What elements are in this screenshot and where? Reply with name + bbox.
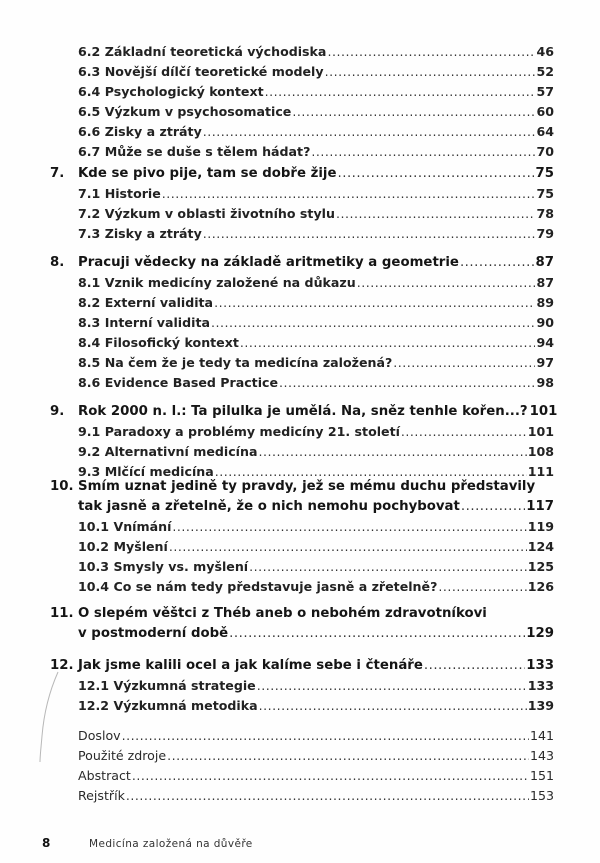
entry-title: 6.2 Základní teoretická východiska [78, 44, 327, 59]
entry-title: Použité zdroje [78, 748, 167, 763]
dot-leader [172, 517, 526, 537]
entry-page: 108 [527, 444, 554, 459]
dot-leader [211, 313, 535, 333]
chapter-page: 75 [535, 166, 554, 181]
entry-title: 8.1 Vznik medicíny založené na důkazu [78, 275, 356, 290]
toc-entry[interactable] [78, 142, 554, 162]
dot-leader [393, 353, 535, 373]
toc-entry[interactable] [78, 184, 554, 204]
toc-chapter-10-cont[interactable] [78, 497, 554, 517]
chapter-title-line1: Smím uznat jedině ty pravdy, jež se mému duchu představily [78, 479, 536, 494]
chapter-title-line2: v postmoderní době [78, 626, 229, 641]
dot-leader [311, 142, 535, 162]
dot-leader [338, 164, 535, 184]
toc-entry[interactable] [78, 442, 554, 462]
chapter-title: Kde se pivo pije, tam se dobře žije [78, 166, 337, 181]
entry-title: Doslov [78, 728, 121, 743]
toc-back-matter-entry[interactable] [78, 726, 554, 746]
toc-chapter-12[interactable] [50, 656, 554, 676]
chapter-number: 12. [50, 658, 74, 673]
toc-entry[interactable] [78, 373, 554, 393]
toc-entry[interactable] [78, 353, 554, 373]
toc-entry[interactable] [78, 82, 554, 102]
entry-page: 79 [536, 226, 554, 241]
toc-entry[interactable] [78, 676, 554, 696]
dot-leader [169, 537, 527, 557]
entry-title: 7.3 Zisky a ztráty [78, 226, 202, 241]
entry-title: 6.5 Výzkum v psychosomatice [78, 104, 292, 119]
dot-leader [259, 696, 527, 716]
entry-page: 57 [536, 84, 554, 99]
entry-title: 10.1 Vnímání [78, 519, 172, 534]
entry-title: 8.2 Externí validita [78, 295, 214, 310]
dot-leader [257, 676, 527, 696]
chapter-title-line2: tak jasně a zřetelně, že o nich nemohu pochybovat [78, 499, 460, 514]
toc-back-matter-entry[interactable] [78, 786, 554, 806]
toc-entry[interactable] [78, 224, 554, 244]
entry-page: 101 [527, 424, 554, 439]
entry-page: 60 [536, 104, 554, 119]
dot-leader [401, 422, 527, 442]
entry-page: 64 [536, 124, 554, 139]
entry-page: 75 [536, 186, 554, 201]
entry-page: 151 [529, 768, 554, 783]
entry-page: 126 [527, 579, 554, 594]
entry-title: Rejstřík [78, 788, 125, 803]
chapter-page: 87 [535, 255, 554, 270]
chapter-number: 8. [50, 255, 65, 270]
entry-page: 141 [529, 728, 554, 743]
entry-title: 6.6 Zisky a ztráty [78, 124, 202, 139]
dot-leader [122, 726, 529, 746]
toc-entry[interactable] [78, 313, 554, 333]
entry-page: 78 [536, 206, 554, 221]
toc-back-matter-entry[interactable] [78, 766, 554, 786]
chapter-title: Pracuji vědecky na základě aritmetiky a geometrie [78, 255, 459, 270]
chapter-title-line1: O slepém věštci z Théb aneb o nebohém zdravotníkovi [78, 606, 487, 621]
toc-chapter-9[interactable] [50, 402, 558, 422]
chapter-number: 9. [50, 404, 65, 419]
entry-page: 111 [527, 464, 554, 479]
entry-page: 52 [536, 64, 554, 79]
toc-back-matter-entry[interactable] [78, 746, 554, 766]
running-title: Medicína založená na důvěře [89, 838, 253, 850]
page-number: 8 [42, 836, 51, 850]
dot-leader [325, 62, 536, 82]
dot-leader [258, 442, 526, 462]
dot-leader [460, 253, 535, 273]
entry-title: 6.7 Může se duše s tělem hádat? [78, 144, 311, 159]
entry-title: Abstract [78, 768, 131, 783]
chapter-page: 117 [526, 499, 554, 514]
entry-page: 125 [527, 559, 554, 574]
toc-entry[interactable] [78, 333, 554, 353]
toc-entry[interactable] [78, 273, 554, 293]
toc-entry[interactable] [78, 122, 554, 142]
toc-entry[interactable] [78, 293, 554, 313]
dot-leader [336, 204, 536, 224]
toc-chapter-10[interactable] [50, 477, 554, 497]
chapter-page: 101 [529, 404, 558, 419]
entry-title: 8.5 Na čem že je tedy ta medicína založená? [78, 355, 393, 370]
chapter-number: 11. [50, 606, 74, 621]
dot-leader [292, 102, 535, 122]
dot-leader [203, 122, 536, 142]
dot-leader [357, 273, 536, 293]
toc-entry[interactable] [78, 204, 554, 224]
dot-leader [126, 786, 529, 806]
dot-leader [132, 766, 529, 786]
entry-title: 7.1 Historie [78, 186, 161, 201]
dot-leader [249, 557, 527, 577]
entry-title: 7.2 Výzkum v oblasti životního stylu [78, 206, 335, 221]
entry-page: 87 [536, 275, 554, 290]
entry-page: 119 [527, 519, 554, 534]
entry-page: 94 [536, 335, 554, 350]
entry-page: 133 [527, 678, 554, 693]
entry-title: 8.6 Evidence Based Practice [78, 375, 279, 390]
toc-entry[interactable] [78, 62, 554, 82]
toc-entry[interactable] [78, 422, 554, 442]
entry-title: 12.1 Výzkumná strategie [78, 678, 256, 693]
entry-title: 10.3 Smysly vs. myšlení [78, 559, 249, 574]
dot-leader [162, 184, 536, 204]
entry-page: 153 [529, 788, 554, 803]
toc-entry[interactable] [78, 517, 554, 537]
entry-page: 139 [527, 698, 554, 713]
chapter-page: 129 [526, 626, 554, 641]
dot-leader [461, 497, 525, 517]
entry-title: 8.4 Filosofický kontext [78, 335, 239, 350]
chapter-number: 7. [50, 166, 65, 181]
entry-title: 12.2 Výzkumná metodika [78, 698, 258, 713]
toc-chapter-11[interactable] [50, 604, 554, 624]
chapter-page: 133 [526, 658, 554, 673]
entry-title: 8.3 Interní validita [78, 315, 210, 330]
toc-entry[interactable] [78, 102, 554, 122]
page-footer [42, 836, 253, 850]
dot-leader [327, 42, 535, 62]
entry-page: 98 [536, 375, 554, 390]
entry-title: 9.3 Mlčící medicína [78, 464, 214, 479]
dot-leader [229, 624, 525, 644]
entry-page: 89 [536, 295, 554, 310]
toc-chapter-11-cont[interactable] [78, 624, 554, 644]
toc-chapter-8[interactable] [50, 253, 554, 273]
toc-chapter-7[interactable] [50, 164, 554, 184]
toc-entry[interactable] [78, 557, 554, 577]
entry-title: 6.4 Psychologický kontext [78, 84, 264, 99]
toc-entry[interactable] [78, 42, 554, 62]
entry-page: 97 [536, 355, 554, 370]
toc-entry[interactable] [78, 696, 554, 716]
entry-page: 124 [527, 539, 554, 554]
entry-title: 9.2 Alternativní medicína [78, 444, 258, 459]
chapter-title: Jak jsme kalili ocel a jak kalíme sebe i čtenáře [78, 658, 423, 673]
dot-leader [240, 333, 536, 353]
chapter-number: 10. [50, 479, 74, 494]
chapter-title: Rok 2000 n. l.: Ta pilulka je umělá. Na, sněz tenhle kořen...? [78, 404, 528, 419]
dot-leader [424, 656, 525, 676]
entry-title: 10.2 Myšlení [78, 539, 168, 554]
dot-leader [203, 224, 536, 244]
dot-leader [214, 293, 535, 313]
entry-title: 9.1 Paradoxy a problémy medicíny 21. století [78, 424, 400, 439]
entry-page: 70 [536, 144, 554, 159]
entry-page: 143 [529, 748, 554, 763]
toc-entry[interactable] [78, 577, 554, 597]
dot-leader [167, 746, 529, 766]
dot-leader [438, 577, 526, 597]
dot-leader [279, 373, 535, 393]
entry-title: 10.4 Co se nám tedy představuje jasně a zřetelně? [78, 579, 438, 594]
dot-leader [265, 82, 536, 102]
entry-title: 6.3 Novější dílčí teoretické modely [78, 64, 324, 79]
entry-page: 90 [536, 315, 554, 330]
toc-entry[interactable] [78, 537, 554, 557]
entry-page: 46 [536, 44, 554, 59]
